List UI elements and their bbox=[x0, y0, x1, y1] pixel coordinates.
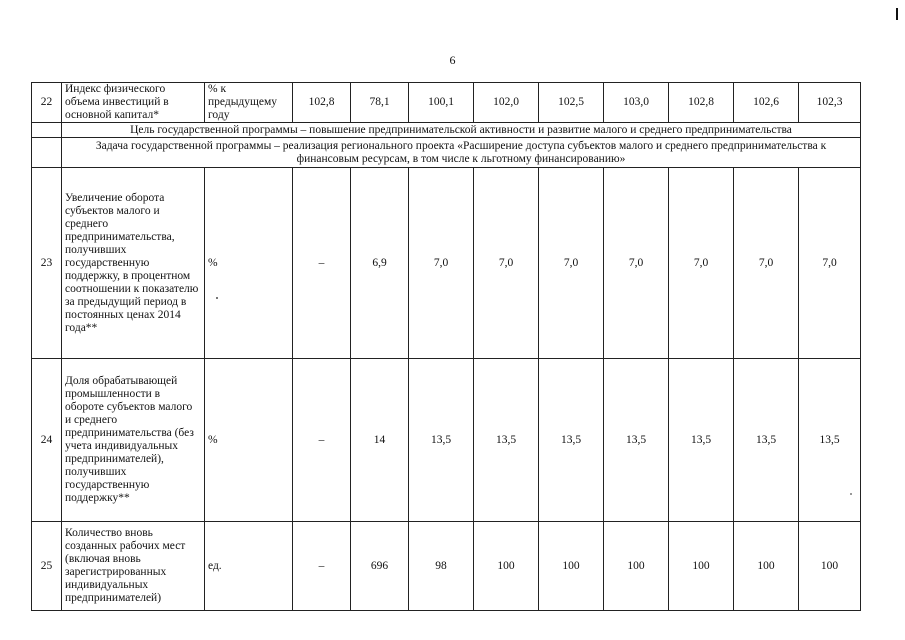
value-cell: 7,0 bbox=[409, 168, 474, 359]
value-cell: 103,0 bbox=[604, 83, 669, 123]
value-cell: 13,5 bbox=[669, 359, 734, 522]
unit-cell: % к предыдущему году bbox=[205, 83, 293, 123]
value-cell: – bbox=[293, 168, 351, 359]
indicator-name: Увеличение оборота субъектов малого и среднего предпринимательства, получивших государственную поддержку, в процентном соотношении к показателю за предыдущий период в постоянных ценах 2014 года** bbox=[62, 168, 205, 359]
value-cell: 78,1 bbox=[351, 83, 409, 123]
value-cell: 100,1 bbox=[409, 83, 474, 123]
value-cell: 100 bbox=[474, 522, 539, 611]
value-cell: 100 bbox=[539, 522, 604, 611]
row-number: 23 bbox=[32, 168, 62, 359]
value-cell: 100 bbox=[604, 522, 669, 611]
value-cell: 13,5 bbox=[734, 359, 799, 522]
value-cell: 102,5 bbox=[539, 83, 604, 123]
value-cell: 100 bbox=[799, 522, 861, 611]
value-cell: 102,3 bbox=[799, 83, 861, 123]
value-cell: 7,0 bbox=[734, 168, 799, 359]
value-cell: 13,5 bbox=[799, 359, 861, 522]
value-cell: 102,8 bbox=[669, 83, 734, 123]
indicator-name: Количество вновь созданных рабочих мест (включая вновь зарегистрированных индивидуальных предпринимателей) bbox=[62, 522, 205, 611]
table-row bbox=[32, 83, 861, 123]
table-row bbox=[32, 168, 861, 359]
task-row bbox=[32, 138, 861, 168]
row-number: 25 bbox=[32, 522, 62, 611]
goal-row bbox=[32, 123, 861, 138]
value-cell: 13,5 bbox=[539, 359, 604, 522]
scan-speck bbox=[216, 297, 218, 299]
value-cell: – bbox=[293, 522, 351, 611]
value-cell: 13,5 bbox=[474, 359, 539, 522]
unit-cell: ед. bbox=[205, 522, 293, 611]
row-number: 22 bbox=[32, 83, 62, 123]
page-number: 6 bbox=[449, 53, 456, 67]
value-cell: 14 bbox=[351, 359, 409, 522]
row-number: 24 bbox=[32, 359, 62, 522]
value-cell: 7,0 bbox=[669, 168, 734, 359]
indicator-name: Индекс физического объема инвестиций в основной капитал* bbox=[62, 83, 205, 123]
value-cell: – bbox=[293, 359, 351, 522]
value-cell: 102,6 bbox=[734, 83, 799, 123]
unit-cell: % bbox=[205, 168, 293, 359]
table-row bbox=[32, 359, 861, 522]
value-cell: 7,0 bbox=[539, 168, 604, 359]
page-edge-mark bbox=[896, 8, 898, 20]
value-cell: 102,8 bbox=[293, 83, 351, 123]
value-cell: 98 bbox=[409, 522, 474, 611]
indicator-name: Доля обрабатывающей промышленности в обороте субъектов малого и среднего предпринимательства (без учета индивидуальных предпринимателей), получивших государственную поддержку** bbox=[62, 359, 205, 522]
value-cell: 100 bbox=[669, 522, 734, 611]
task-text: Задача государственной программы – реализация регионального проекта «Расширение доступа субъектов малого и среднего предпринимательства к финансовым ресурсам, в том числе к льготному финансированию» bbox=[62, 138, 861, 168]
value-cell: 7,0 bbox=[474, 168, 539, 359]
value-cell: 102,0 bbox=[474, 83, 539, 123]
value-cell: 696 bbox=[351, 522, 409, 611]
table-row bbox=[32, 522, 861, 611]
scan-speck bbox=[850, 493, 852, 495]
value-cell: 100 bbox=[734, 522, 799, 611]
indicators-table bbox=[31, 82, 861, 611]
value-cell: 7,0 bbox=[604, 168, 669, 359]
unit-cell: % bbox=[205, 359, 293, 522]
value-cell: 13,5 bbox=[409, 359, 474, 522]
goal-text: Цель государственной программы – повышение предпринимательской активности и развитие малого и среднего предпринимательства bbox=[62, 123, 861, 138]
value-cell: 6,9 bbox=[351, 168, 409, 359]
value-cell: 13,5 bbox=[604, 359, 669, 522]
value-cell: 7,0 bbox=[799, 168, 861, 359]
